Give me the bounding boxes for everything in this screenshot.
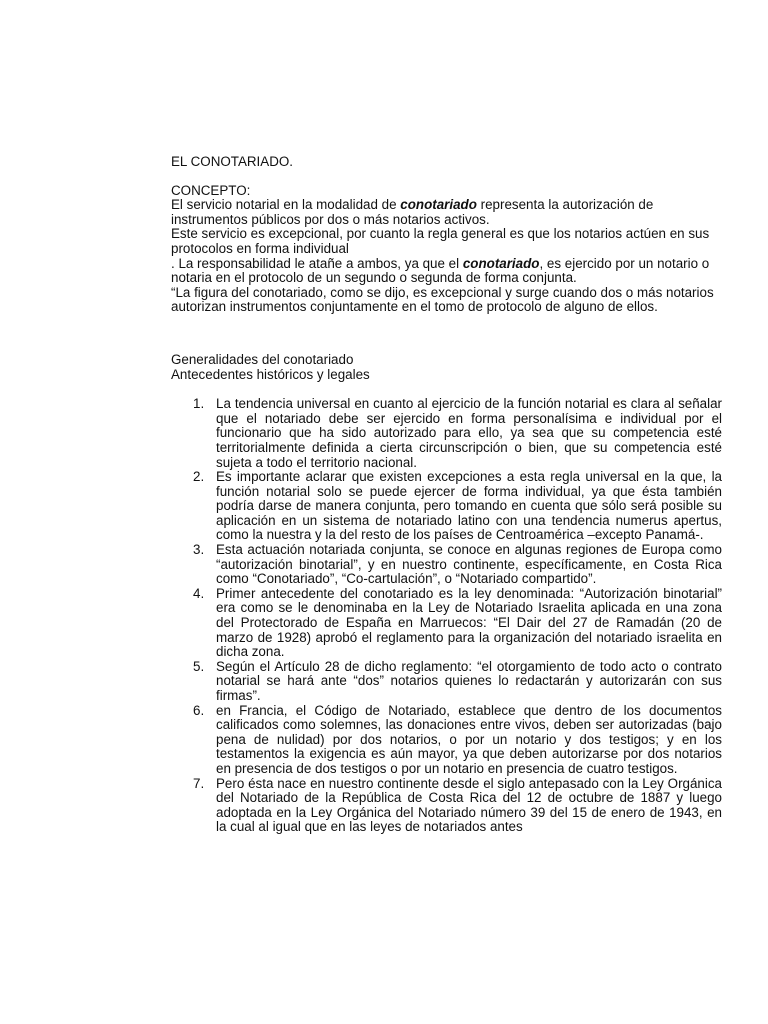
list-number: 1.: [193, 396, 205, 412]
concept-p1-text-end: representa la autorización de instrumentos públicos por dos o más notarios activos.: [171, 197, 654, 227]
numbered-list: [171, 397, 722, 835]
list-item: [171, 470, 722, 543]
concept-paragraph-2: Este servicio es excepcional, por cuanto la regla general es que los notarios actúen en sus protocolos en forma individual: [171, 226, 710, 256]
concept-paragraph-3: [171, 257, 722, 286]
list-item-text: Pero ésta nace en nuestro continente desde el siglo antepasado con la Ley Orgánica del Notariado de la República de Costa Rica del 12 de octubre de 1887 y luego adoptada en la Ley Orgánica del Notariado número 39 del 15 de enero de 1943, en la cual al igual que en las leyes de notariados antes: [216, 775, 722, 835]
list-number: 4.: [193, 585, 205, 601]
list-item: [171, 704, 722, 777]
list-number: 6.: [193, 702, 205, 718]
list-number: 5.: [193, 658, 205, 674]
concept-p1-text: El servicio notarial en la modalidad de: [171, 197, 401, 213]
list-number: 3.: [193, 542, 205, 558]
section-heading-generalidades: Generalidades del conotariado: [171, 351, 354, 367]
section-heading-antecedentes: Antecedentes históricos y legales: [171, 366, 370, 382]
list-item: [171, 587, 722, 660]
concept-heading: CONCEPTO:: [171, 182, 251, 198]
concept-p3-text: . La responsabilidad le atañe a ambos, ya que el: [171, 255, 463, 271]
list-item-text: Esta actuación notariada conjunta, se conoce en algunas regiones de Europa como “autorización binotarial”, y en nuestro continente, específicamente, en Costa Rica como “Conotariado”, “Co-cartulación”, o “Notariado compartido”.: [216, 542, 722, 587]
list-item: [171, 660, 722, 704]
list-item: [171, 397, 722, 470]
list-number: 2.: [193, 469, 205, 485]
concept-paragraph-1: [171, 198, 722, 227]
list-number: 7.: [193, 775, 205, 791]
conotariado-emphasis: conotariado: [462, 255, 540, 271]
section-heading: [171, 353, 722, 382]
conotariado-emphasis: conotariado: [400, 197, 477, 213]
concept-p3-text-end: , es ejercido por un notario o notaria en el protocolo de un segundo o segunda de forma conjunta.: [171, 255, 710, 286]
list-item: [171, 543, 722, 587]
document-page: [171, 155, 722, 835]
list-item-text: Según el Artículo 28 de dicho reglamento: “el otorgamiento de todo acto o contrato notarial se hará ante “dos” notarios quienes lo redactarán y autorizarán con sus firmas”.: [216, 658, 722, 703]
list-item-text: en Francia, el Código de Notariado, establece que dentro de los documentos calificados como solemnes, las donaciones entre vivos, deben ser autorizadas (bajo pena de nulidad) por dos notarios, o por un notario y dos testigos; y en los testamentos la exigencia es aún mayor, ya que deben autorizarse por dos notarios en presencia de dos testigos o por un notario en presencia de cuatro testigos.: [216, 702, 722, 776]
list-item-text: Primer antecedente del conotariado es la ley denominada: “Autorización binotarial” era como se le denominaba en la Ley de Notariado Israelita aplicada en una zona del Protectorado de España en Marruecos: “El Dair del 27 de Ramadán (20 de marzo de 1928) aprobó el reglamento para la organización del notariado israelita en dicha zona.: [216, 585, 722, 660]
document-title: EL CONOTARIADO.: [171, 154, 294, 169]
list-item-text: La tendencia universal en cuanto al ejercicio de la función notarial es clara al señalar que el notariado debe ser ejercido en forma personalísima e individual por el funcionario que ha sido autorizado para ello, ya sea que su competencia esté territorialmente definida a cierta circunscripción o bien, que su competencia esté sujeta a todo el territorio nacional.: [216, 396, 722, 470]
list-item: [171, 777, 722, 835]
concept-paragraph-4: “La figura del conotariado, como se dijo, es excepcional y surge cuando dos o más notarios autorizan instrumentos conjuntamente en el tomo de protocolo de alguno de ellos.: [171, 284, 714, 315]
list-item-text: Es importante aclarar que existen excepciones a esta regla universal en la que, la función notarial solo se puede ejercer de forma individual, ya que ésta también podría darse de manera conjunta, pero tomando en cuenta que sólo será posible su aplicación en un sistema de notariado latino con una tendencia numerus apertus, como la nuestra y la del resto de los países de Centroamérica –excepto Panamá-.: [216, 469, 722, 543]
